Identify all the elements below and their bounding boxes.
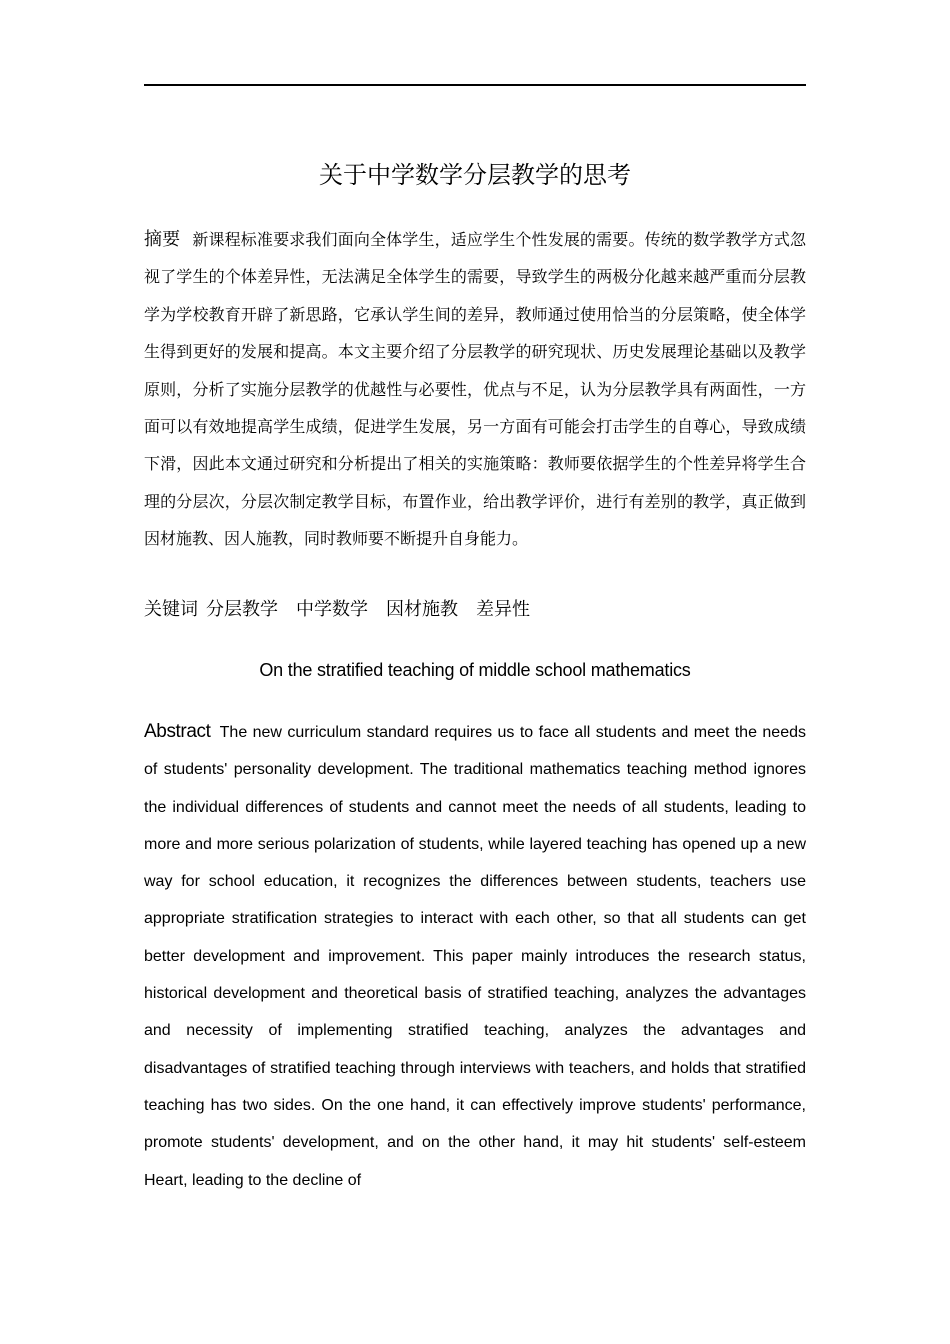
chinese-abstract-text: 新课程标准要求我们面向全体学生，适应学生个性发展的需要。传统的数学教学方式忽视了学生的个体差异性，无法满足全体学生的需要，导致学生的两极分化越来越严重而分层教学为学校教育开辟了新思路，它承认学生间的差异，教师通过使用恰当的分层策略，使全体学生得到更好的发展和提高。本文主要介绍了分层教学的研究现状、历史发展理论基础以及教学原则，分析了实施分层教学的优越性与必要性，优点与不足，认为分层教学具有两面性，一方面可以有效地提高学生成绩，促进学生发展，另一方面有可能会打击学生的自尊心，导致成绩下滑，因此本文通过研究和分析提出了相关的实施策略：教师要依据学生的个性差异将学生合理的分层次，分层次制定教学目标，布置作业，给出教学评价，进行有差别的教学，真正做到因材施教、因人施教，同时教师要不断提升自身能力。 xyxy=(144,230,806,549)
keyword: 差异性 xyxy=(476,599,530,620)
keyword: 分层教学 xyxy=(206,599,278,620)
english-abstract-text: The new curriculum standard requires us to face all students and meet the needs of students' personality development. The traditional mathematics teaching method ignores the individual differences of students and cannot meet the needs of all students, leading to more and more serious polarization of students, while layered teaching has opened up a new way for school education, it recognizes the differences between students, teachers use appropriate stratification strategies to interact with each other, so that all students can get better development and improvement. This paper mainly introduces the research status, historical development and theoretical basis of stratified teaching, analyzes the advantages and necessity of implementing stratified teaching, analyzes the advantages and disadvantages of stratified teaching through interviews with teachers, and holds that stratified teaching has two sides. On the one hand, it can effectively improve students' performance, promote students' development, and on the other hand, it may hit students' self-esteem Heart, leading to the decline of xyxy=(144,724,806,1189)
chinese-keywords xyxy=(144,593,806,627)
header-rule xyxy=(144,84,806,86)
keyword: 因材施教 xyxy=(386,599,458,620)
english-title: On the stratified teaching of middle school mathematics xyxy=(259,660,691,680)
english-abstract xyxy=(144,713,806,1199)
chinese-title: 关于中学数学分层教学的思考 xyxy=(319,161,631,189)
chinese-keywords-label: 关键词 xyxy=(144,599,198,620)
chinese-abstract-label: 摘要 xyxy=(144,229,181,250)
english-abstract-label: Abstract xyxy=(144,721,211,742)
chinese-abstract xyxy=(144,221,806,558)
keyword: 中学数学 xyxy=(296,599,368,620)
